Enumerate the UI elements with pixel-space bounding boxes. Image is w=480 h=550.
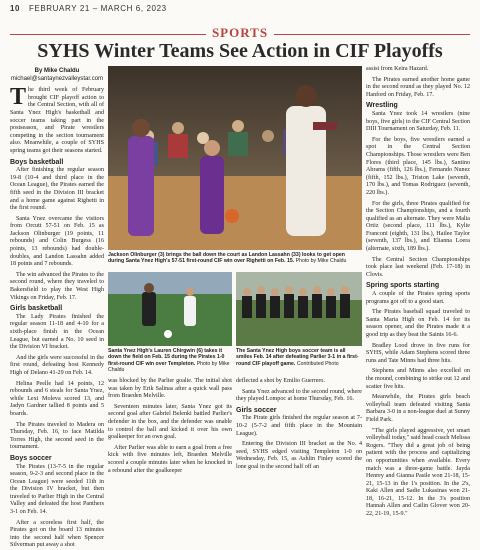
headline: SYHS Winter Teams See Action in CIF Playoffs xyxy=(37,40,443,62)
article-column-4 xyxy=(366,66,470,518)
photo-credit: Photo by Mike Chaldu xyxy=(108,360,230,374)
boys-soccer-photo-image xyxy=(236,272,362,346)
paragraph: The Pirates earned another home game in the second round as they played No. 12 Hanford on Friday, Feb. 17. xyxy=(366,76,470,98)
caption-boys-soccer xyxy=(236,348,362,376)
paragraph: And the girls were successful in the first round, defeating host Kennedy High of Delano 41-29 on Feb. 14. xyxy=(10,354,104,376)
subhead-girls-basketball: Girls basketball xyxy=(10,305,63,313)
article-column-2 xyxy=(108,378,232,478)
paragraph: Meanwhile, the Pirates girls beach volleyball team defeated visiting Santa Barbara 3-0 in a non-league duel at Sunny Field Park. xyxy=(366,394,470,423)
paragraph: A couple of the Pirates spring sports programs got off to a good start. xyxy=(366,291,470,305)
caption-girls-soccer xyxy=(108,348,232,376)
subhead-wrestling: Wrestling xyxy=(366,102,398,110)
page-header xyxy=(10,4,470,18)
byline-email: michael@santaynezvalleystar.com xyxy=(10,75,104,82)
drop-cap: T xyxy=(10,84,27,111)
girls-soccer-photo-image xyxy=(108,272,232,346)
caption-text: Santa Ynez High's Lauren Chirgwin (6) takes it down the field on Feb. 15 during the Pirates 1-0 first-round CIF win over Templeton. xyxy=(108,348,225,367)
subhead-girls-soccer: Girls soccer xyxy=(236,406,277,414)
caption-text: Jackson Olinburger (3) brings the ball down the court as Landon Lassahn (33) looks to get open during Santa Ynez High's 57-51 first-round CIF win over Righetti on Feb. 15. xyxy=(108,252,345,265)
photo-boys-soccer-team xyxy=(236,272,362,346)
paragraph: After Parlier was able to earn a goal from a free kick with five minutes left, Braeden Melville scored a couple minutes later when he knocked in a rebound after the goalkeeper xyxy=(108,444,232,474)
article-column-1 xyxy=(10,68,104,549)
paragraph: The win advanced the Pirates to the second round, where they traveled to Bakersfield to play the West High Vikings on Friday, Feb. 17. xyxy=(10,271,104,301)
byline xyxy=(10,68,104,83)
paragraph: Helina Peelle had 14 points, 12 rebounds and 6 steals for Santa Ynez, while Lexi Moleva scored 13, and Jadyn Gardner tallied 8 points and 5 boards. xyxy=(10,380,104,417)
issue-date: FEBRUARY 21 – MARCH 6, 2023 xyxy=(28,4,167,13)
paragraph: The Pirates (13-7-5 in the regular season, 9-2-3 and second place in the Ocean League) were seeded 11th in the Division IV bracket, but then traveled to Parlier High in the Central Valley and defeated the host Panthers 3-1 on Feb. 14. xyxy=(10,463,104,516)
subhead-spring-sports: Spring sports starting xyxy=(366,282,440,290)
paragraph: After finishing the regular season 19-8 (10-4 and third place in the Ocean League), the Pirates earned the fifth seed in the Division III bracket and a home game against Righetti in the first round. xyxy=(10,167,104,212)
paragraph: The Pirates traveled to Madera on Thursday, Feb. 16, to face Matilda Torres High, the second seed in the tournament. xyxy=(10,421,104,451)
basketball-photo-image xyxy=(108,66,362,250)
caption-basketball xyxy=(108,252,362,266)
paragraph: Stephens and Minns also excelled on the mound, combining to strike out 12 and scatter five hits. xyxy=(366,368,470,390)
paragraph: Seventeen minutes later, Santa Ynez got its second goal after Gabriel Belenki battled Parlier's defender in the box, and the defender was unable to control the ball and kicked it over his own goalkeeper for an own goal. xyxy=(108,403,232,441)
paragraph: For the girls, three Pirates qualified for the Section Championships, and a fourth qualified as an alternate. They were Malia Ortiz (second place, 111 lbs.), Kylie Franconi (eighth, 131 lbs.), Hailee Taylor (seventh, 137 lbs.), and Elianna Loera (alternate, sixth, 189 lbs.). xyxy=(366,200,470,253)
paragraph: The Central Section Championships took place last weekend (Feb. 17-18) in Clovis. xyxy=(366,256,470,278)
section-title: SPORTS xyxy=(206,25,274,40)
page-number: 10 xyxy=(10,4,21,13)
subhead-boys-basketball: Boys basketball xyxy=(10,158,64,166)
paragraph: "The girls played aggressive, yet smart volleyball today," said head coach Melissa Rogers. "They did a great job of being patient with the process and capitalizing on opportunities when available. Every match was a three-game battle. Jayda Henrey and Gianna Pasile won 21-18, 15-21, 15-13 in the 1's position. In the 2's, Kaki Allen and Sadie Lukasinas won 21-18, 16-21, 15-12. In the 3's position Hannah Allen and Cailin Glover won 20-22, 21-19, 15-9." xyxy=(366,427,470,518)
photo-credit: Contributed Photo xyxy=(296,360,339,367)
paragraph: Santa Ynez overcame the visitors from Orcutt 57-51 on Feb. 15 as Jackson Olinburger (19 points, 11 rebounds) and Colin Burgess (16 points, 13 rebounds) had double-doubles, and Landon Lassahn added 18 points and 7 rebounds. xyxy=(10,215,104,268)
paragraph: was blocked by the Parlier goalie. The initial shot was taken by Erik Salinas after a quick wall pass from Braeden Melville. xyxy=(108,378,232,400)
photo-credit: Photo by Mike Chaldu xyxy=(295,258,347,265)
photo-basketball xyxy=(108,66,362,250)
subhead-boys-soccer: Boys soccer xyxy=(10,454,52,462)
paragraph: The Pirate girls finished the regular season at 7-10-2 (5-7-2 and fifth place in the Mountain League). xyxy=(236,415,362,437)
paragraph: assist from Keira Hazard. xyxy=(366,66,429,72)
paragraph: Santa Ynez advanced to the second round, where they played Lompoc at home Thursday, Feb. 16. xyxy=(236,388,362,403)
paragraph: The Pirates baseball squad traveled to Santa Maria High on Feb. 14 for its season opener, and the Pirates made it a good trip as they beat the Saints 16-6. xyxy=(366,309,470,338)
caption-text: The Santa Ynez High boys soccer team is all smiles Feb. 14 after defeating Parlier 3-1 in a first-round CIF playoff game. xyxy=(236,348,359,367)
article-column-3 xyxy=(236,378,362,478)
paragraph: The Lady Pirates finished the regular season 11-18 and 4-10 for a sixth-place finish in the Ocean League, but earned a No. 10 seed in the Division VI bracket. xyxy=(10,313,104,351)
paragraph: Bradley Lood drove in five runs for SYHS, while Adam Stephens scored three runs and Tate Minns had three hits. xyxy=(366,342,470,364)
paragraph: Santa Ynez took 14 wrestlers (nine boys, five girls) to the CIF Central Section DIII Tournament on Saturday, Feb. 11. xyxy=(366,110,470,133)
paragraph: deflected a shot by Emilio Guerrero. xyxy=(236,378,326,384)
paragraph: After a scoreless first half, the Pirates got on the board 13 minutes into the second half when Spencer Silverman put away a shot xyxy=(10,519,104,549)
intro-paragraph: he third week of February brought CIF playoff action to the Central Section, with all of Santa Ynez High's basketball and soccer teams taking part in the postseason, and Pirate wrestlers competing in the section tournament also. Meanwhile, a couple of SYHS spring teams got their seasons started. xyxy=(10,87,104,154)
photo-girls-soccer xyxy=(108,272,232,346)
paragraph: Entering the Division III bracket as the No. 4 seed, SYHS edged visiting Templeton 1-0 on Wednesday, Feb. 15, as Ashlin Finley scored the lone goal in the second half off an xyxy=(236,441,362,470)
byline-name: By Mike Chaldu xyxy=(34,68,80,74)
paragraph: For the boys, five wrestlers earned a spot in the Central Section Championships. Those wrestlers were Ben Flores (third place, 145 lbs.), Santino Abrams (fifth, 126 lbs.), Fernando Nunez (fifth, 152 lbs.), Triston Lake (seventh, 170 lbs.), and Tomas Rodriguez (seventh, 220 lbs.). xyxy=(366,136,470,196)
